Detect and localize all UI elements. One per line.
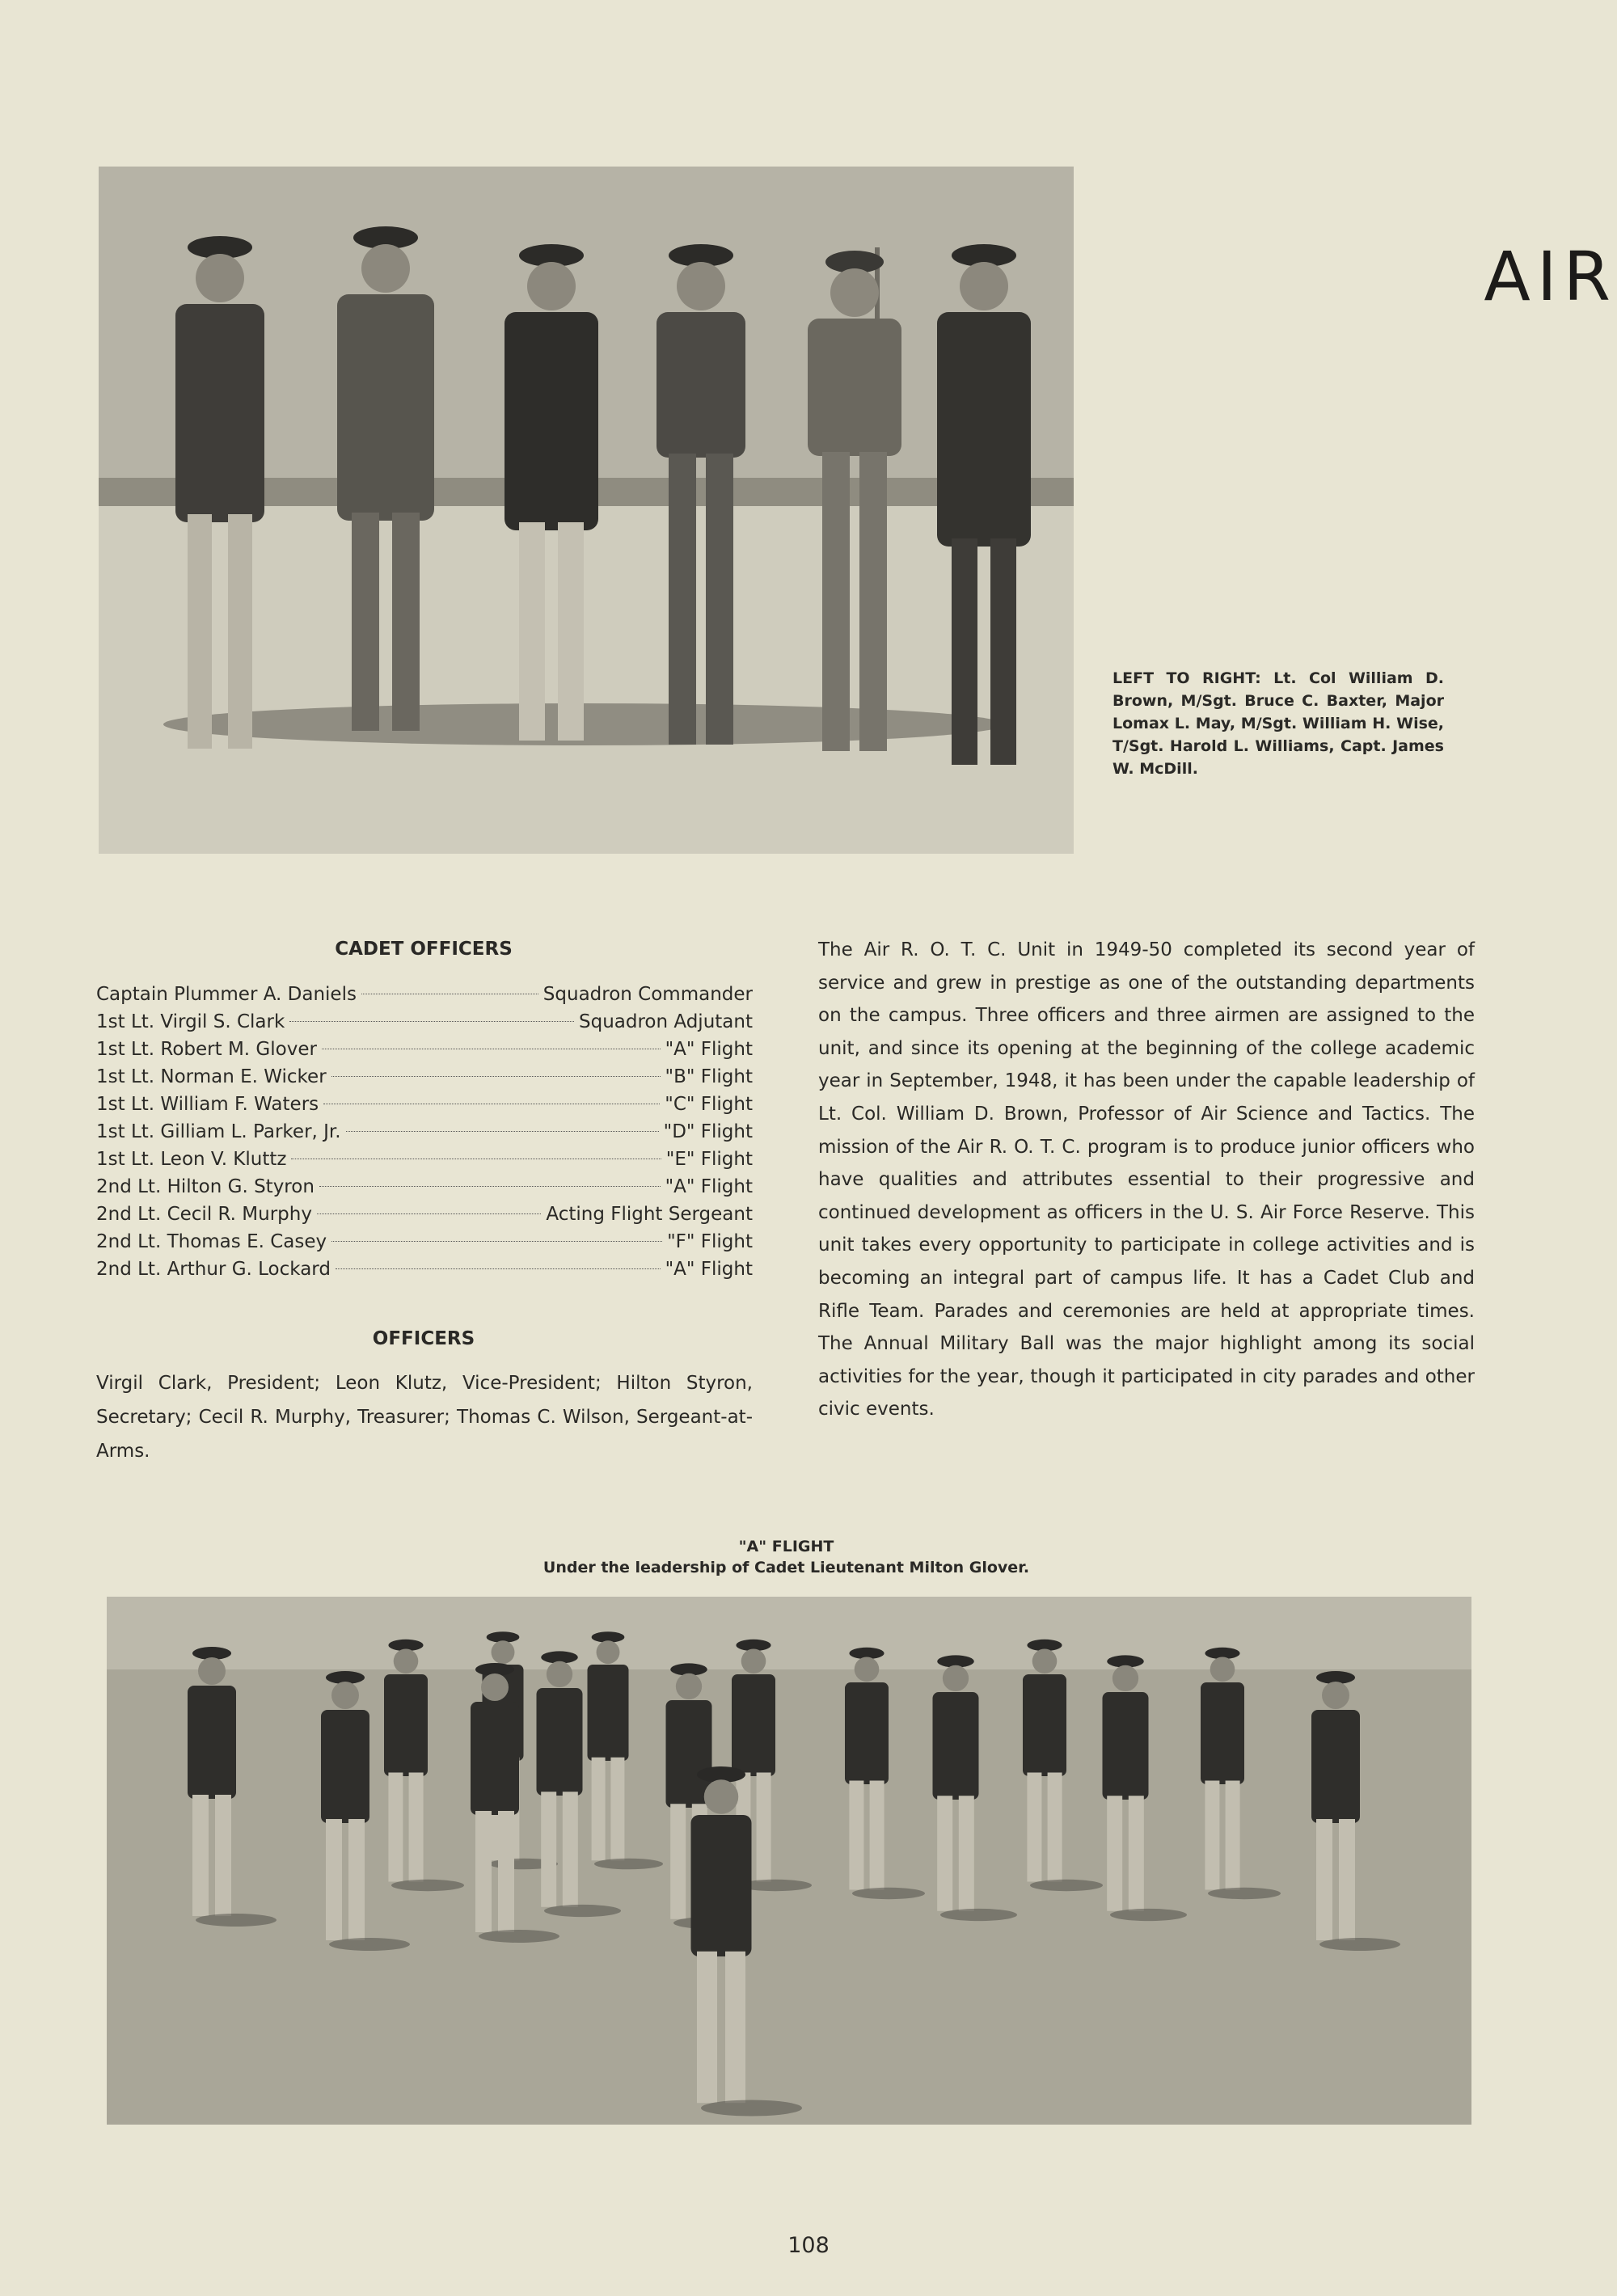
photo-caption: LEFT TO RIGHT: Lt. Col William D. Brown, M/Sgt. Bruce C. Baxter, Major Lomax L. May, M/Sgt. William H. Wise, T/Sgt. Harold L. Williams, Capt. James W. McDill. <box>1112 669 1444 778</box>
flight-caption <box>485 1536 1087 1578</box>
roster-role: "B" Flight <box>665 1066 753 1087</box>
roster-role: "A" Flight <box>665 1176 753 1197</box>
roster-row <box>96 1008 753 1036</box>
officers-group-photo <box>99 167 1074 854</box>
a-flight-group-photo <box>107 1597 1471 2125</box>
roster-row <box>96 1201 753 1228</box>
roster-row <box>96 1146 753 1173</box>
roster-row <box>96 1091 753 1118</box>
section-title: AIR <box>1484 237 1617 316</box>
leader-dots <box>331 1241 662 1242</box>
leader-dots <box>336 1268 661 1269</box>
roster-row <box>96 1118 753 1146</box>
roster-name: 2nd Lt. Hilton G. Styron <box>96 1176 315 1197</box>
leader-dots <box>289 1021 574 1022</box>
roster-role: "F" Flight <box>667 1231 753 1252</box>
roster-role: "A" Flight <box>665 1259 753 1280</box>
roster-name: 1st Lt. Norman E. Wicker <box>96 1066 327 1087</box>
cadet-officers-roster <box>96 981 753 1283</box>
roster-name: 1st Lt. Gilliam L. Parker, Jr. <box>96 1121 341 1142</box>
roster-name: 1st Lt. William F. Waters <box>96 1094 319 1115</box>
roster-row <box>96 1228 753 1256</box>
roster-role: "D" Flight <box>663 1121 753 1142</box>
roster-name: 1st Lt. Virgil S. Clark <box>96 1011 285 1032</box>
officers-paragraph: Virgil Clark, President; Leon Klutz, Vice-President; Hilton Styron, Secretary; Cecil R. Murphy, Treasurer; Thomas C. Wilson, Sergeant-at-Arms. <box>96 1373 753 1462</box>
roster-role: "E" Flight <box>665 1149 753 1170</box>
roster-role: Acting Flight Sergeant <box>546 1204 753 1225</box>
roster-role: Squadron Commander <box>543 984 753 1005</box>
leader-dots <box>317 1213 541 1214</box>
roster-row <box>96 1256 753 1283</box>
roster-role: "A" Flight <box>665 1039 753 1060</box>
roster-row <box>96 1063 753 1091</box>
roster-row <box>96 1173 753 1201</box>
roster-role: "C" Flight <box>665 1094 753 1115</box>
flight-title: "A" FLIGHT <box>738 1538 834 1555</box>
roster-name: 1st Lt. Leon V. Kluttz <box>96 1149 287 1170</box>
leader-dots <box>331 1076 661 1077</box>
roster-name: 2nd Lt. Arthur G. Lockard <box>96 1259 331 1280</box>
roster-name: Captain Plummer A. Daniels <box>96 984 357 1005</box>
roster-name: 2nd Lt. Cecil R. Murphy <box>96 1204 312 1225</box>
flight-subtitle: Under the leadership of Cadet Lieutenant Milton Glover. <box>543 1559 1030 1576</box>
roster-role: Squadron Adjutant <box>579 1011 753 1032</box>
unit-description-paragraph: The Air R. O. T. C. Unit in 1949-50 completed its second year of service and grew in prestige as one of the outstanding departments on the campus. Three officers and three airmen are assigned to the unit, and since its opening at the beginning of the college academic year in September, 1948, it has been under the capable leadership of Lt. Col. William D. Brown, Professor of Air Science and Tactics. The mission of the Air R. O. T. C. program is to produce junior officers who have qualities and attributes essential to their progressive and continued development as officers in the U. S. Air Force Reserve. This unit takes every opportunity to participate in college activities and is becoming an integral part of campus life. It has a Cadet Club and Rifle Team. Parades and ceremonies are held at appropriate times. The Annual Military Ball was the major highlight among its social activities for the year, though it participated in city parades and other civic events. <box>818 939 1475 1420</box>
page-number: 108 <box>787 2233 830 2258</box>
leader-dots <box>346 1131 659 1132</box>
roster-name: 2nd Lt. Thomas E. Casey <box>96 1231 327 1252</box>
roster-row <box>96 1036 753 1063</box>
leader-dots <box>319 1186 661 1187</box>
roster-row <box>96 981 753 1008</box>
cadet-officers-heading: CADET OFFICERS <box>335 939 513 960</box>
officers-heading: OFFICERS <box>372 1328 475 1349</box>
roster-name: 1st Lt. Robert M. Glover <box>96 1039 317 1060</box>
